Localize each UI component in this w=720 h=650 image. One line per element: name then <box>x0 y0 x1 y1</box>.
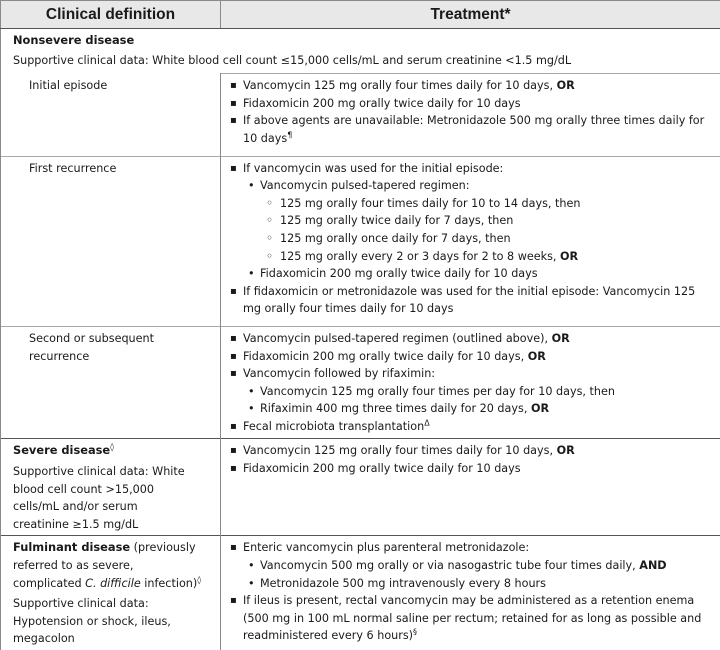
list-item: ▪ If above agents are unavailable: Metronidazole 500 mg orally three times daily for 10 days¶ <box>229 112 716 147</box>
nonsevere-section-cell <box>1 29 720 74</box>
severe-title: Severe disease <box>13 443 110 457</box>
list-item: • Vancomycin 125 mg orally four times per day for 10 days, then <box>229 383 716 401</box>
list-item: • Rifaximin 400 mg three times daily for 20 days, OR <box>229 400 716 418</box>
list-item: ◦ 125 mg orally twice daily for 7 days, then <box>229 212 716 230</box>
severe-supportive: Supportive clinical data: White blood cell count >15,000 cells/mL and/or serum creatinine ≥1.5 mg/dL <box>13 463 216 533</box>
first-recurrence-treatment <box>221 156 720 326</box>
first-recurrence-row <box>1 156 720 326</box>
list-item: ▪ Enteric vancomycin plus parenteral metronidazole: <box>229 539 716 557</box>
list-item: ◦ 125 mg orally once daily for 7 days, then <box>229 230 716 248</box>
fulminant-definition <box>1 536 221 650</box>
fulminant-supportive: Supportive clinical data: Hypotension or shock, ileus, megacolon <box>13 595 202 648</box>
list-item: • Metronidazole 500 mg intravenously every 8 hours <box>229 575 716 593</box>
nonsevere-section-row <box>1 29 720 74</box>
fulminant-treatment <box>221 536 720 650</box>
subsequent-recurrence-treatment <box>221 326 720 439</box>
severe-definition: Severe disease◊ Supportive clinical data: White blood cell count >15,000 cells/mL and/or serum creatinine ≥1.5 mg/dL <box>1 439 221 536</box>
severe-row <box>1 439 720 536</box>
first-recurrence-label: First recurrence <box>1 156 221 326</box>
initial-episode-row <box>1 74 720 156</box>
initial-episode-treatment <box>221 74 720 156</box>
list-item: ▪ Fidaxomicin 200 mg orally twice daily for 10 days <box>229 460 716 478</box>
list-item: • Vancomycin pulsed-tapered regimen: <box>229 177 716 195</box>
list-item: • Vancomycin 500 mg orally or via nasogastric tube four times daily, AND <box>229 557 716 575</box>
list-item: ▪ If vancomycin was used for the initial episode: <box>229 160 716 178</box>
list-item: ▪ Vancomycin pulsed-tapered regimen (outlined above), OR <box>229 330 716 348</box>
list-item: ▪ If ileus is present, rectal vancomycin may be administered as a retention enema (500 mg in 100 mL normal saline per rectum; retained for as long as possible and readministered every 6 hours)§ <box>229 592 716 645</box>
list-item: ▪ Fidaxomicin 200 mg orally twice daily for 10 days, OR <box>229 348 716 366</box>
severe-treatment <box>221 439 720 536</box>
list-item: ◦ 125 mg orally four times daily for 10 to 14 days, then <box>229 195 716 213</box>
nonsevere-title: Nonsevere disease <box>13 32 714 50</box>
fulminant-row <box>1 536 720 650</box>
list-item: ▪ Vancomycin followed by rifaximin: <box>229 365 716 383</box>
list-item: • Fidaxomicin 200 mg orally twice daily for 10 days <box>229 265 716 283</box>
list-item: ▪ Vancomycin 125 mg orally four times daily for 10 days, OR <box>229 77 716 95</box>
subsequent-recurrence-label: Second or subsequent recurrence <box>1 326 221 439</box>
header-treatment: Treatment* <box>221 1 720 29</box>
header-clinical-definition: Clinical definition <box>1 1 221 29</box>
table-header-row <box>1 1 720 29</box>
list-item: ▪ Fecal microbiota transplantation$^\Delta$ <box>229 418 716 436</box>
fulminant-title: Fulminant disease (previously referred to as severe, complicated C. difficile infection)◊ <box>13 539 202 592</box>
list-item: ◦ 125 mg orally every 2 or 3 days for 2 to 8 weeks, OR <box>229 248 716 266</box>
nonsevere-supportive: Supportive clinical data: White blood cell count ≤15,000 cells/mL and serum creatinine <1.5 mg/dL <box>13 52 714 70</box>
initial-episode-label: Initial episode <box>1 74 221 156</box>
list-item: ▪ Fidaxomicin 200 mg orally twice daily for 10 days <box>229 95 716 113</box>
list-item: ▪ Vancomycin 125 mg orally four times daily for 10 days, OR <box>229 442 716 460</box>
list-item: ▪ If fidaxomicin or metronidazole was used for the initial episode: Vancomycin 125 mg orally four times daily for 10 days <box>229 283 716 318</box>
subsequent-recurrence-row <box>1 326 720 439</box>
